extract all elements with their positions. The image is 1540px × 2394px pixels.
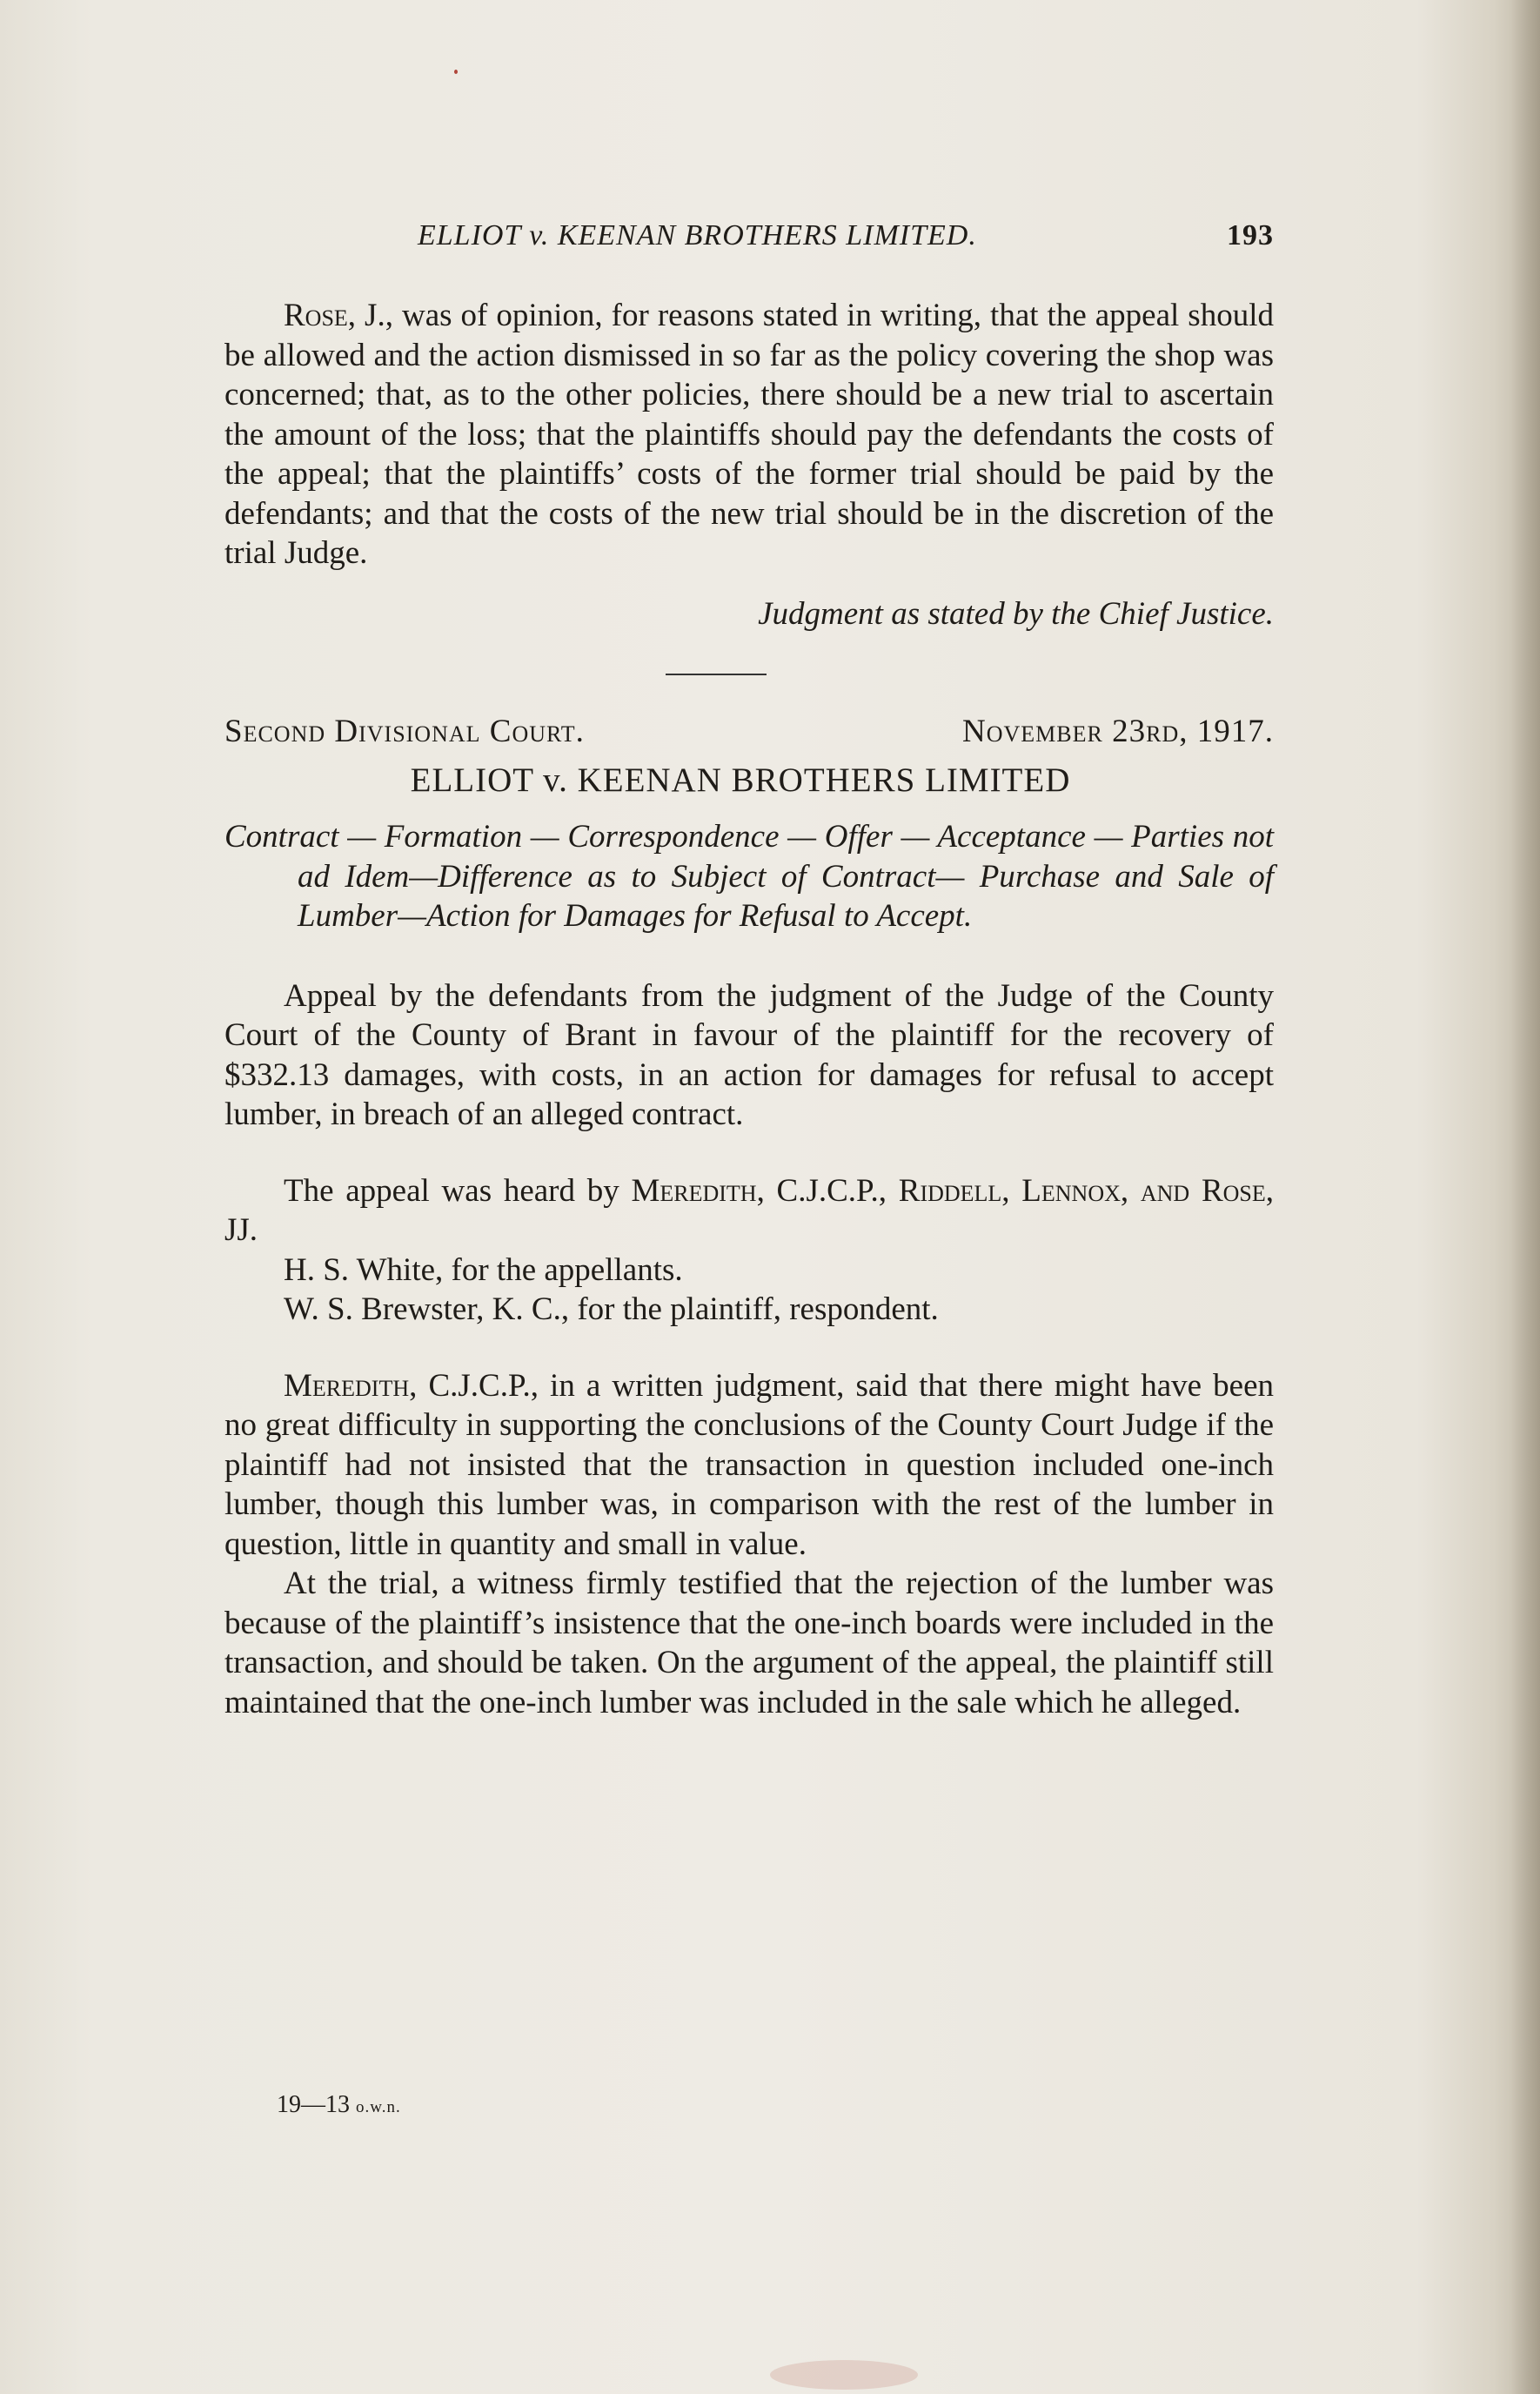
trial-paragraph: At the trial, a witness firmly testified that the rejection of the lumber was because of the plaintiff’s insistence that the one-inch boards were included in the transaction, and should be taken. On the argument of the appeal, the plaintiff still maintained that the one-inch lumber was included in the sale which he alleged. — [224, 1566, 1274, 1720]
section-divider — [666, 674, 767, 675]
judge-name-rose: Rose — [284, 298, 348, 333]
running-head-title: ELLIOT v. KEENAN BROTHERS LIMITED. — [418, 219, 977, 251]
headnote: Contract — Formation — Correspondence — Offer — Acceptance — Parties not ad Idem—Difference as to Subject of Contract— Purchase and Sale of Lumber—Action for Damages for Refusal to Accept. — [224, 819, 1274, 934]
heard-judges: Meredith, C.J.C.P., Riddell, Lennox, and Rose, JJ. — [224, 1172, 1274, 1248]
rose-opinion-text: , J., was of opinion, for reasons stated in writing, that the appeal should be allowed and the action dismissed in so far as the policy covering the shop was concerned; that, as to the other policies, there should be a new trial to ascertain the amount of the loss; that the plaintiffs should pay the defendants the costs of the appeal; that the plaintiffs’ costs of the former trial should be paid by the defendants; and that the costs of the new trial should be in the discretion of the trial Judge. — [224, 298, 1274, 571]
court-line — [224, 712, 1274, 752]
judge-name-meredith: Meredith — [284, 1367, 410, 1404]
rose-opinion-paragraph — [224, 296, 1274, 573]
page-number: 193 — [1227, 219, 1274, 251]
court-name: Second Divisional Court. — [224, 714, 585, 749]
signature-series: o.w.n. — [356, 2098, 401, 2116]
judgment-line: Judgment as stated by the Chief Justice. — [758, 595, 1274, 632]
heard-paragraph — [224, 1171, 1274, 1251]
appeal-paragraph: Appeal by the defendants from the judgment of the Judge of the County Court of the County of Brant in favour of the plaintiff for the recovery of $332.13 damages, with costs, in an action for damages for refusal to accept lumber, in breach of an alleged contract. — [224, 977, 1274, 1132]
running-head — [224, 216, 1274, 259]
appellants-counsel: H. S. White, for the appellants. — [284, 1251, 683, 1288]
heard-prefix: The appeal was heard by — [284, 1172, 632, 1209]
binding-shadow — [1510, 0, 1540, 2394]
signature-number: 19—13 — [277, 2091, 356, 2118]
ink-speck — [454, 70, 458, 74]
respondent-counsel: W. S. Brewster, K. C., for the plaintiff, respondent. — [284, 1291, 939, 1327]
signature-mark — [277, 2091, 401, 2119]
case-title: ELLIOT v. KEENAN BROTHERS LIMITED — [410, 761, 1071, 799]
text-column — [224, 216, 1274, 1722]
meredith-judgment-paragraph — [224, 1366, 1274, 1565]
meredith-judgment-text: , C.J.C.P., in a written judgment, said that there might have been no great difficulty in supporting the conclusions of the County Court Judge if the plaintiff had not insisted that the transaction in question included one-inch lumber, though this lumber was, in comparison with the rest of the lumber in question, little in quantity and small in value. — [224, 1367, 1274, 1562]
court-date: November 23rd, 1917. — [962, 714, 1274, 749]
paper-stain — [770, 2360, 918, 2390]
